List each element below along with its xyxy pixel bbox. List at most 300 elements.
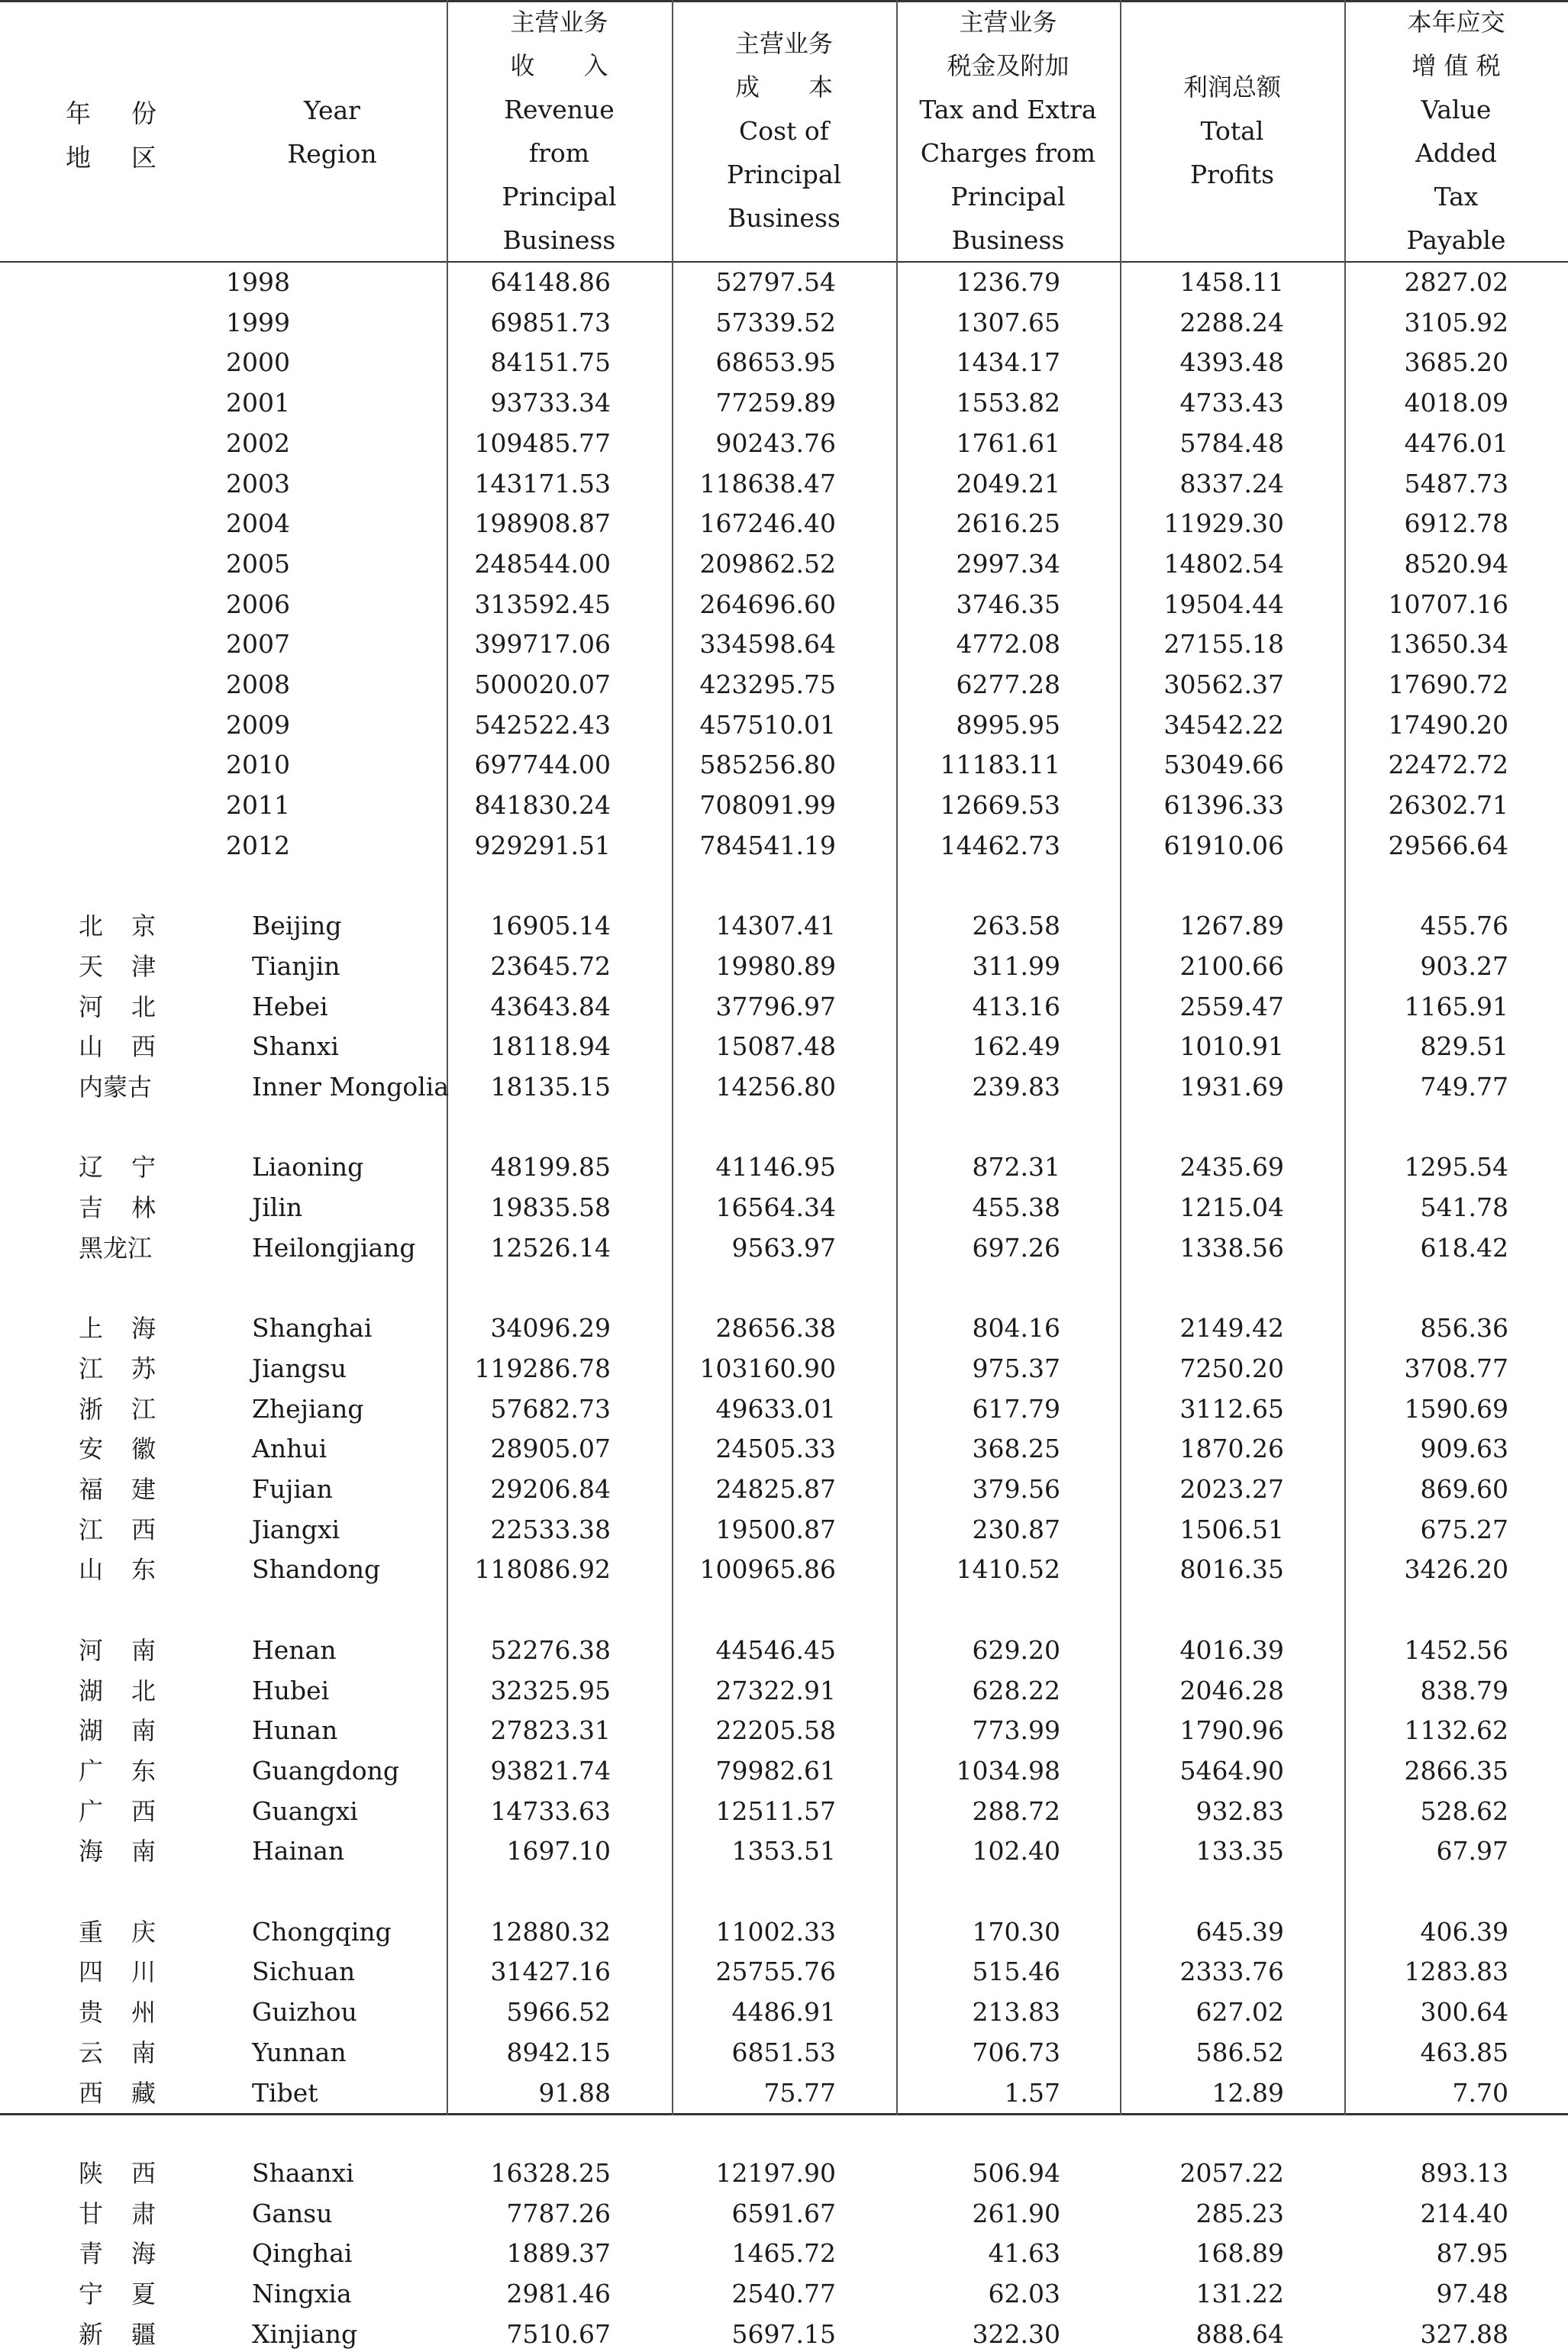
region-zh-char: 河 (79, 1635, 104, 1665)
cell-tax: 515.46 (972, 1957, 1060, 1987)
header-revenue-line: 主营业务 (510, 7, 608, 37)
cell-cost: 75.77 (763, 2077, 836, 2108)
cell-tax: 1434.17 (956, 347, 1060, 378)
region-zh-char: 贵 (79, 1998, 104, 2028)
cell-revenue: 22533.38 (490, 1514, 611, 1544)
cell-cost: 2540.77 (731, 2279, 836, 2308)
cell-vat: 1452.56 (1404, 1634, 1508, 1665)
cell-vat: 2866.35 (1404, 1755, 1508, 1786)
table-row (0, 1754, 1568, 1789)
region-zh-char: 四 (79, 1957, 104, 1987)
cell-year: 1998 (226, 267, 290, 297)
table-row (0, 708, 1568, 744)
cell-region-en: Heilongjiang (252, 1232, 416, 1263)
cell-tax: 8995.95 (956, 709, 1060, 740)
cell-profits: 2046.28 (1179, 1675, 1284, 1705)
cell-region-en: Shaanxi (252, 2157, 354, 2188)
table-row (0, 1633, 1568, 1669)
cell-vat: 893.13 (1420, 2157, 1508, 2188)
region-zh-char: 海 (79, 1837, 104, 1866)
header-tax (896, 0, 1120, 262)
cell-year: 1999 (226, 307, 290, 337)
cell-vat: 3685.20 (1404, 347, 1508, 378)
cell-year: 2001 (226, 388, 290, 418)
region-zh-char: 广 (79, 1756, 104, 1786)
cell-revenue: 43643.84 (490, 991, 611, 1021)
header-cost-line: 成 本 (734, 73, 833, 102)
cell-cost: 28656.38 (715, 1313, 836, 1344)
cell-revenue: 48199.85 (490, 1152, 611, 1182)
cell-cost: 90243.76 (715, 427, 836, 458)
region-zh-char: 林 (131, 1193, 156, 1223)
cell-tax: 41.63 (988, 2238, 1060, 2269)
cell-profits: 932.83 (1195, 1795, 1284, 1826)
table-row (0, 1915, 1568, 1950)
cell-cost: 79982.61 (715, 1755, 836, 1786)
cell-cost: 209862.52 (699, 548, 836, 579)
cell-vat: 909.63 (1420, 1434, 1508, 1464)
cell-tax: 1410.52 (956, 1554, 1060, 1585)
region-zh-char: 陕 (79, 2158, 104, 2188)
cell-region-en: Jilin (252, 1192, 303, 1223)
cell-region-en: Sichuan (252, 1957, 356, 1987)
region-zh-char: 北 (131, 992, 156, 1021)
cell-region-en: Guangdong (252, 1755, 400, 1786)
cell-profits: 168.89 (1195, 2238, 1284, 2269)
region-zh-char: 东 (131, 1555, 156, 1585)
cell-year: 2008 (226, 669, 290, 699)
cell-tax: 322.30 (972, 2318, 1060, 2349)
cell-cost: 6591.67 (731, 2198, 836, 2228)
header-vat-line: Tax (1434, 181, 1479, 211)
cell-region-en: Tianjin (252, 950, 340, 981)
header-revenue (447, 0, 672, 262)
cell-revenue: 198908.87 (474, 508, 611, 539)
header-cost (672, 0, 896, 262)
header-cost-line: Principal (726, 160, 842, 189)
cell-year: 2005 (226, 548, 290, 579)
cell-tax: 288.72 (972, 1795, 1060, 1826)
region-zh-char: 南 (131, 1716, 156, 1746)
region-zh-char: 天 (79, 951, 104, 981)
cell-vat: 463.85 (1420, 2037, 1508, 2067)
region-zh-char: 吉 (79, 1193, 104, 1223)
region-zh-char: 徽 (131, 1434, 156, 1464)
cell-region-en: Jiangsu (252, 1353, 347, 1383)
cell-region-en: Zhejiang (252, 1393, 364, 1424)
cell-tax: 1553.82 (956, 388, 1060, 418)
cell-region-en: Guizhou (252, 1997, 357, 2028)
cell-vat: 29566.64 (1388, 830, 1508, 860)
cell-vat: 17690.72 (1388, 669, 1508, 699)
cell-tax: 773.99 (972, 1715, 1060, 1746)
table-row (0, 1512, 1568, 1548)
table-row (0, 1472, 1568, 1508)
header-zh-region-1: 地 (66, 143, 91, 173)
cell-revenue: 841830.24 (474, 790, 611, 821)
header-cost-line: 主营业务 (734, 29, 833, 58)
cell-profits: 1870.26 (1179, 1434, 1284, 1464)
header-region-en: Region (287, 139, 377, 169)
cell-cost: 103160.90 (699, 1353, 836, 1383)
cell-region-en: Qinghai (252, 2238, 353, 2269)
region-zh-char: 内蒙古 (79, 1073, 153, 1102)
cell-profits: 11929.30 (1163, 508, 1284, 539)
cell-tax: 14462.73 (940, 830, 1060, 860)
region-zh-char: 福 (79, 1475, 104, 1504)
table-row (0, 2156, 1568, 2192)
cell-cost: 457510.01 (699, 709, 836, 740)
cell-tax: 170.30 (972, 1916, 1060, 1947)
cell-profits: 645.39 (1195, 1916, 1284, 1947)
cell-profits: 61396.33 (1163, 790, 1284, 821)
cell-year: 2009 (226, 709, 290, 740)
cell-year: 2007 (226, 629, 290, 660)
table-row (0, 587, 1568, 623)
header-tax-line: Principal (950, 181, 1066, 211)
cell-cost: 49633.01 (715, 1393, 836, 1424)
cell-tax: 1034.98 (956, 1755, 1060, 1786)
cell-vat: 22472.72 (1388, 750, 1508, 780)
region-zh-char: 辽 (79, 1153, 104, 1182)
region-zh-char: 肃 (131, 2199, 156, 2228)
cell-cost: 12511.57 (715, 1795, 836, 1826)
cell-vat: 97.48 (1436, 2279, 1508, 2308)
cell-revenue: 23645.72 (490, 950, 611, 981)
cell-cost: 52797.54 (715, 267, 836, 297)
cell-cost: 24825.87 (715, 1474, 836, 1504)
cell-revenue: 93733.34 (490, 388, 611, 418)
header-vat-line: 增 值 税 (1412, 50, 1501, 80)
cell-cost: 37796.97 (715, 991, 836, 1021)
region-zh-char: 青 (79, 2239, 104, 2269)
region-zh-char: 湖 (79, 1676, 104, 1705)
table-row (0, 1150, 1568, 1186)
region-zh-char: 宁 (131, 1153, 156, 1182)
table-row (0, 1070, 1568, 1105)
region-zh-char: 川 (131, 1957, 156, 1987)
cell-cost: 14256.80 (715, 1072, 836, 1102)
region-zh-char: 西 (79, 2078, 104, 2108)
cell-tax: 706.73 (972, 2037, 1060, 2067)
cell-cost: 1465.72 (731, 2238, 836, 2269)
cell-revenue: 31427.16 (490, 1957, 611, 1987)
cell-profits: 2100.66 (1179, 950, 1284, 981)
cell-profits: 1790.96 (1179, 1715, 1284, 1746)
table-row (0, 989, 1568, 1025)
cell-cost: 27322.91 (715, 1675, 836, 1705)
cell-tax: 455.38 (972, 1192, 1060, 1223)
cell-vat: 829.51 (1420, 1031, 1508, 1062)
region-zh-char: 北 (131, 1676, 156, 1705)
cell-region-en: Hubei (252, 1675, 330, 1705)
cell-revenue: 16328.25 (490, 2157, 611, 2188)
cell-tax: 3746.35 (956, 589, 1060, 619)
cell-tax: 1307.65 (956, 307, 1060, 337)
cell-revenue: 248544.00 (474, 548, 611, 579)
header-tax-line: Charges from (920, 137, 1096, 168)
cell-cost: 44546.45 (715, 1634, 836, 1665)
cell-revenue: 57682.73 (490, 1393, 611, 1424)
header-vat-line: 本年应交 (1407, 7, 1505, 37)
cell-profits: 627.02 (1195, 1997, 1284, 2028)
cell-cost: 15087.48 (715, 1031, 836, 1062)
region-zh-char: 西 (131, 1515, 156, 1544)
region-zh-char: 河 (79, 992, 104, 1021)
cell-vat: 618.42 (1420, 1232, 1508, 1263)
cell-tax: 162.49 (972, 1031, 1060, 1062)
cell-cost: 11002.33 (715, 1916, 836, 1947)
cell-profits: 2288.24 (1179, 307, 1284, 337)
region-zh-char: 北 (79, 911, 104, 941)
cell-profits: 2333.76 (1179, 1957, 1284, 1987)
cell-vat: 869.60 (1420, 1474, 1508, 1504)
region-zh-char: 东 (131, 1756, 156, 1786)
cell-region-en: Henan (252, 1634, 337, 1665)
table-row (0, 1834, 1568, 1870)
cell-vat: 675.27 (1420, 1514, 1508, 1544)
cell-profits: 27155.18 (1163, 629, 1284, 660)
table-row (0, 1311, 1568, 1347)
region-zh-char: 南 (131, 2037, 156, 2067)
cell-profits: 2149.42 (1179, 1313, 1284, 1344)
cell-revenue: 12526.14 (490, 1232, 611, 1263)
cell-vat: 5487.73 (1404, 468, 1508, 498)
cell-vat: 4476.01 (1404, 427, 1508, 458)
cell-cost: 334598.64 (699, 629, 836, 660)
cell-revenue: 19835.58 (490, 1192, 611, 1223)
table-row (0, 265, 1568, 301)
cell-vat: 3105.92 (1404, 307, 1508, 337)
header-tax-line: 税金及附加 (947, 50, 1070, 80)
header-zh-year-1: 年 (66, 98, 91, 128)
cell-tax: 1236.79 (956, 267, 1060, 297)
cell-profits: 1338.56 (1179, 1232, 1284, 1263)
cell-profits: 1931.69 (1179, 1072, 1284, 1102)
table-row (0, 1673, 1568, 1709)
table-row (0, 1431, 1568, 1467)
cell-revenue: 18135.15 (490, 1072, 611, 1102)
table-row (0, 2236, 1568, 2272)
cell-revenue: 1697.10 (506, 1836, 611, 1866)
region-zh-char: 江 (131, 1394, 156, 1424)
cell-year: 2002 (226, 427, 290, 458)
cell-year: 2003 (226, 468, 290, 498)
cell-revenue: 500020.07 (474, 669, 611, 699)
cell-profits: 5464.90 (1179, 1755, 1284, 1786)
region-zh-char: 宁 (79, 2279, 104, 2308)
cell-tax: 4772.08 (956, 629, 1060, 660)
cell-cost: 25755.76 (715, 1957, 836, 1987)
cell-vat: 300.64 (1420, 1997, 1508, 2028)
header-tax-line: Tax and Extra (919, 94, 1097, 124)
region-zh-char: 苏 (131, 1353, 156, 1383)
cell-region-en: Anhui (252, 1434, 327, 1464)
table-row (0, 547, 1568, 582)
cell-year: 2011 (226, 790, 290, 821)
cell-profits: 586.52 (1195, 2037, 1284, 2067)
region-zh-char: 京 (131, 911, 156, 941)
table-header (0, 0, 1568, 262)
table-row (0, 506, 1568, 542)
cell-vat: 541.78 (1420, 1192, 1508, 1223)
cell-tax: 872.31 (972, 1152, 1060, 1182)
table-body (0, 262, 1568, 2349)
cell-cost: 19500.87 (715, 1514, 836, 1544)
table-row (0, 2076, 1568, 2112)
cell-revenue: 109485.77 (474, 427, 611, 458)
cell-revenue: 8942.15 (506, 2037, 611, 2067)
cell-profits: 1267.89 (1179, 911, 1284, 941)
table-row (0, 1351, 1568, 1387)
cell-revenue: 16905.14 (490, 911, 611, 941)
header-profits (1120, 0, 1344, 262)
cell-revenue: 313592.45 (474, 589, 611, 619)
cell-tax: 230.87 (972, 1514, 1060, 1544)
cell-tax: 413.16 (972, 991, 1060, 1021)
cell-revenue: 52276.38 (490, 1634, 611, 1665)
cell-year: 2004 (226, 508, 290, 539)
cell-vat: 528.62 (1420, 1795, 1508, 1826)
cell-profits: 4393.48 (1179, 347, 1284, 378)
cell-region-en: Yunnan (252, 2037, 347, 2067)
region-zh-char: 山 (79, 1032, 104, 1062)
cell-profits: 1215.04 (1179, 1192, 1284, 1223)
cell-cost: 57339.52 (715, 307, 836, 337)
cell-cost: 77259.89 (715, 388, 836, 418)
table-row (0, 788, 1568, 824)
cell-revenue: 542522.43 (474, 709, 611, 740)
cell-region-en: Shanxi (252, 1031, 339, 1062)
cell-revenue: 1889.37 (506, 2238, 611, 2269)
cell-tax: 239.83 (972, 1072, 1060, 1102)
table-row (0, 386, 1568, 421)
cell-vat: 838.79 (1420, 1675, 1508, 1705)
cell-vat: 13650.34 (1388, 629, 1508, 660)
cell-profits: 133.35 (1195, 1836, 1284, 1866)
cell-tax: 2997.34 (956, 548, 1060, 579)
cell-profits: 53049.66 (1163, 750, 1284, 780)
region-zh-char: 云 (79, 2037, 104, 2067)
region-zh-char: 安 (79, 1434, 104, 1464)
cell-cost: 14307.41 (715, 911, 836, 941)
cell-tax: 102.40 (972, 1836, 1060, 1866)
region-zh-char: 西 (131, 2158, 156, 2188)
cell-cost: 264696.60 (699, 589, 836, 619)
cell-cost: 12197.90 (715, 2157, 836, 2188)
header-revenue-line: Business (502, 224, 616, 255)
table-row (0, 1794, 1568, 1830)
cell-cost: 784541.19 (699, 830, 836, 860)
table-row (0, 949, 1568, 985)
cell-tax: 379.56 (972, 1474, 1060, 1504)
table-row (0, 1713, 1568, 1749)
cell-profits: 30562.37 (1163, 669, 1284, 699)
cell-profits: 4733.43 (1179, 388, 1284, 418)
table-row (0, 1552, 1568, 1588)
cell-profits: 4016.39 (1179, 1634, 1284, 1665)
cell-profits: 5784.48 (1179, 427, 1284, 458)
cell-vat: 1283.83 (1404, 1957, 1508, 1987)
table-row (0, 466, 1568, 502)
cell-tax: 368.25 (972, 1434, 1060, 1464)
cell-vat: 10707.16 (1388, 589, 1508, 619)
cell-vat: 2827.02 (1404, 267, 1508, 297)
table-row (0, 747, 1568, 783)
header-year-region-en (218, 0, 447, 262)
cell-profits: 285.23 (1195, 2198, 1284, 2228)
cell-profits: 14802.54 (1163, 548, 1284, 579)
header-revenue-line: from (528, 137, 590, 168)
cell-region-en: Chongqing (252, 1916, 392, 1947)
cell-revenue: 143171.53 (474, 468, 611, 498)
cell-region-en: Inner Mongolia (252, 1072, 450, 1102)
cell-cost: 9563.97 (731, 1232, 836, 1263)
cell-revenue: 5966.52 (506, 1997, 611, 2028)
cell-revenue: 28905.07 (490, 1434, 611, 1464)
cell-region-en: Liaoning (252, 1152, 364, 1182)
cell-cost: 708091.99 (699, 790, 836, 821)
cell-year: 2006 (226, 589, 290, 619)
cell-vat: 3708.77 (1404, 1353, 1508, 1383)
table-row (0, 828, 1568, 864)
cell-cost: 167246.40 (699, 508, 836, 539)
cell-profits: 1010.91 (1179, 1031, 1284, 1062)
header-revenue-line: Revenue (504, 94, 615, 124)
cell-vat: 903.27 (1420, 950, 1508, 981)
table-row (0, 1231, 1568, 1266)
cell-tax: 628.22 (972, 1675, 1060, 1705)
cell-cost: 16564.34 (715, 1192, 836, 1223)
cell-vat: 406.39 (1420, 1916, 1508, 1947)
table-row (0, 426, 1568, 462)
region-zh-char: 江 (79, 1353, 104, 1383)
cell-cost: 118638.47 (699, 468, 836, 498)
cell-cost: 423295.75 (699, 669, 836, 699)
cell-region-en: Xinjiang (252, 2318, 358, 2349)
cell-revenue: 7510.67 (506, 2318, 611, 2349)
cell-vat: 6912.78 (1404, 508, 1508, 539)
table-row (0, 305, 1568, 341)
header-zh-region-2: 区 (131, 143, 156, 173)
cell-profits: 1506.51 (1179, 1514, 1284, 1544)
cell-tax: 2049.21 (956, 468, 1060, 498)
cell-cost: 5697.15 (731, 2318, 836, 2349)
cell-tax: 1.57 (1004, 2077, 1060, 2108)
cell-region-en: Gansu (252, 2198, 333, 2228)
cell-vat: 455.76 (1420, 911, 1508, 941)
cell-vat: 1132.62 (1404, 1715, 1508, 1746)
header-tax-line: Business (951, 224, 1065, 255)
cell-region-en: Fujian (252, 1474, 333, 1504)
table-row (0, 2276, 1568, 2312)
cell-cost: 1353.51 (731, 1836, 836, 1866)
cell-revenue: 64148.86 (490, 267, 611, 297)
cell-vat: 749.77 (1420, 1072, 1508, 1102)
cell-vat: 87.95 (1436, 2238, 1508, 2269)
region-zh-char: 湖 (79, 1716, 104, 1746)
cell-vat: 1295.54 (1404, 1152, 1508, 1182)
region-zh-char: 州 (131, 1998, 156, 2028)
cell-tax: 804.16 (972, 1313, 1060, 1344)
header-tax-line: 主营业务 (959, 7, 1057, 37)
cell-region-en: Hebei (252, 991, 328, 1021)
cell-profits: 2435.69 (1179, 1152, 1284, 1182)
cell-tax: 11183.11 (940, 750, 1060, 780)
cell-vat: 4018.09 (1404, 388, 1508, 418)
region-zh-char: 西 (131, 1032, 156, 1062)
cell-cost: 585256.80 (699, 750, 836, 780)
